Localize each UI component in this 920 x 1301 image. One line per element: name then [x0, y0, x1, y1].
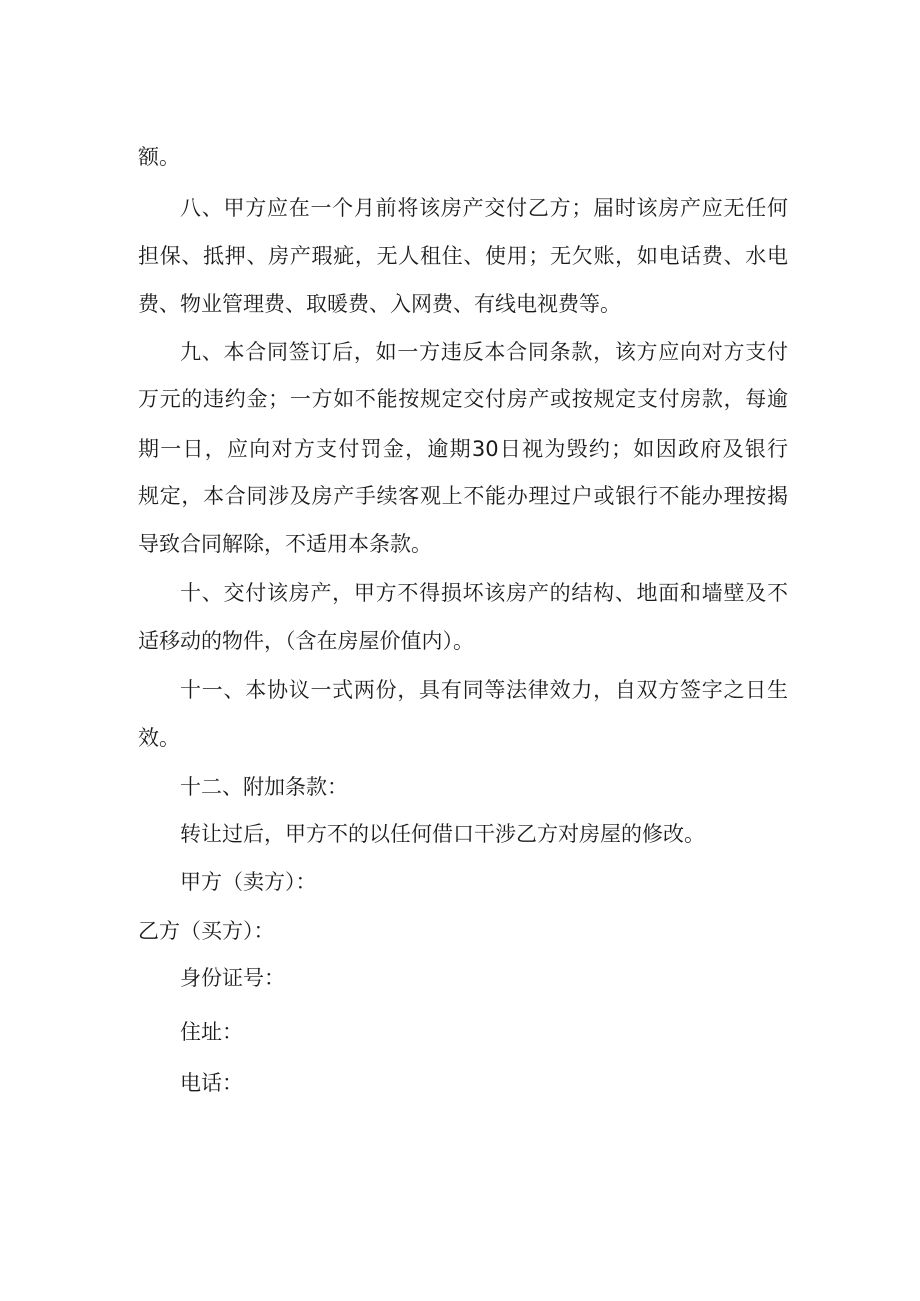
text-line-amount-end: 额。 [138, 145, 180, 169]
clause-12-content: 转让过后，甲方不的以任何借口干涉乙方对房屋的修改。 [180, 822, 705, 846]
clause-9-line-3: 期一日，应向对方支付罚金，逾期30日视为毁约；如因政府及银行 [138, 437, 788, 461]
clause-11-line-2: 效。 [138, 726, 180, 750]
phone-label: 电话： [180, 1071, 243, 1095]
clause-10-line-2: 适移动的物件，（含在房屋价值内）。 [138, 629, 474, 653]
clause-9-line-2: 万元的违约金；一方如不能按规定交付房产或按规定支付房款，每逾 [138, 387, 788, 411]
party-b-label: 乙方（买方）： [138, 919, 275, 943]
clause-9-line-1: 九、本合同签订后，如一方违反本合同条款，该方应向对方支付 [180, 340, 788, 364]
clause-8-line-1: 八、甲方应在一个月前将该房产交付乙方；届时该房产应无任何 [180, 196, 788, 220]
clause-9-line-4: 规定，本合同涉及房产手续客观上不能办理过户或银行不能办理按揭 [138, 484, 788, 508]
clause-8-line-2: 担保、抵押、房产瑕疵，无人租住、使用；无欠账，如电话费、水电 [138, 244, 788, 268]
clause-11-line-1: 十一、本协议一式两份，具有同等法律效力，自双方签字之日生 [180, 678, 788, 702]
clause-8-line-3: 费、物业管理费、取暖费、入网费、有线电视费等。 [138, 292, 621, 316]
party-a-label: 甲方（卖方）： [180, 870, 317, 894]
address-label: 住址： [180, 1020, 243, 1044]
clause-12-heading: 十二、附加条款： [180, 775, 348, 799]
clause-10-line-1: 十、交付该房产，甲方不得损坏该房产的结构、地面和墙壁及不 [180, 581, 788, 605]
clause-9-line-5: 导致合同解除，不适用本条款。 [138, 532, 432, 556]
id-number-label: 身份证号： [180, 966, 285, 990]
